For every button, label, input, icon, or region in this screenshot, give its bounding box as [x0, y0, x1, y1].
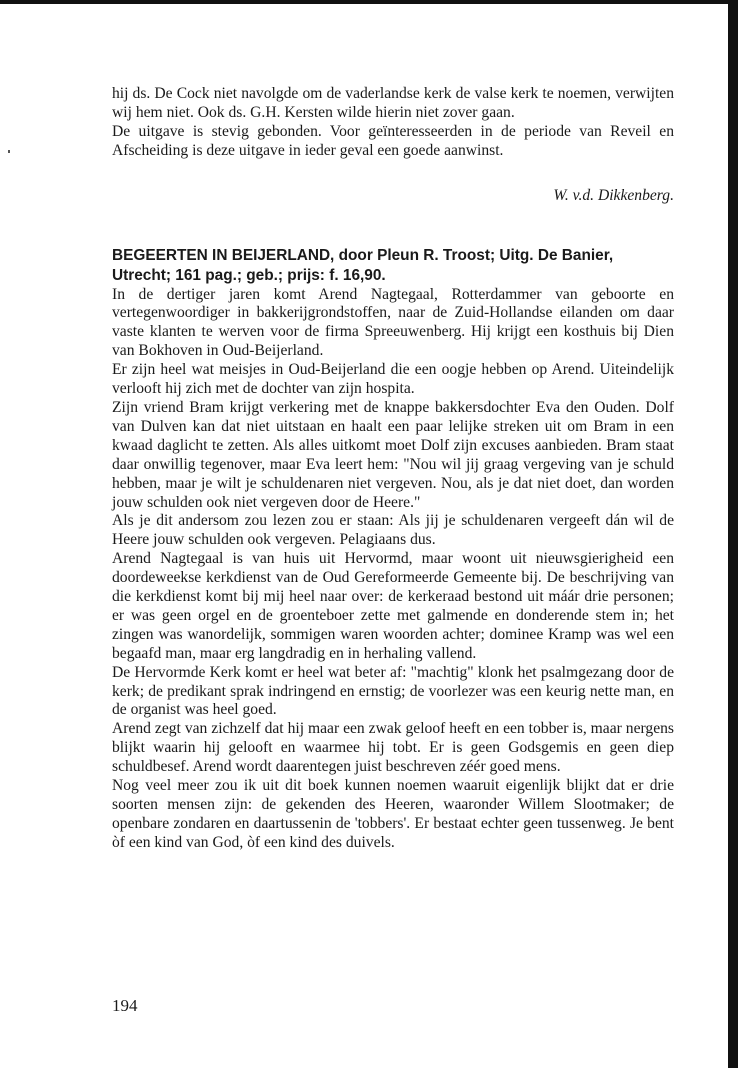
review1-paragraph-1: hij ds. De Cock niet navolgde om de vaderlandse kerk de valse kerk te noemen, verwijten wij hem niet. Ook ds. G.H. Kersten wilde hierin niet zover gaan. [112, 85, 674, 121]
review2-paragraph-8: Nog veel meer zou ik uit dit boek kunnen noemen waaruit eigenlijk blijkt dat er drie soorten mensen zijn: de gekenden des Heeren, waaronder Willem Slootmaker; de openbare zondaren en daartussenin de 'tobbers'. Er bestaat echter geen tussenweg. Je bent òf een kind van God, òf een kind des duivels. [112, 777, 674, 851]
scan-edge-right [728, 0, 738, 1068]
review2-paragraph-6: De Hervormde Kerk komt er heel wat beter af: "machtig" klonk het psalmgezang door de kerk; de predikant sprak indringend en ernstig; de voorlezer was een keurig nette man, en de organist was heel goed. [112, 663, 674, 719]
scan-edge-top [0, 0, 738, 4]
page-number: 194 [112, 996, 138, 1015]
page-content [112, 85, 674, 853]
book-heading: BEGEERTEN IN BEIJERLAND, door Pleun R. Troost; Uitg. De Banier, Utrecht; 161 pag.; geb.; prijs: f. 16,90. [112, 246, 614, 284]
reviewer-signature: W. v.d. Dikkenberg. [553, 186, 674, 204]
review2-paragraph-7: Arend zegt van zichzelf dat hij maar een zwak geloof heeft en een tobber is, maar nergens blijkt waarin hij gelooft en waarmee hij tobt. Er is geen Godsgemis en geen diep schuldbesef. Arend wordt daarentegen juist beschreven zéér goed mens. [112, 720, 674, 776]
review2-paragraph-3: Zijn vriend Bram krijgt verkering met de knappe bakkersdochter Eva den Ouden. Dolf van Dulven kan dat niet uitstaan en haalt een paar lelijke streken uit om Bram in een kwaad daglicht te zetten. Als alles uitkomt moet Dolf zijn excuses aanbieden. Bram staat daar onwillig tegenover, maar Eva leert hem: "Nou wil jij graag vergeving van je schuld hebben, maar je wilt je schuldenaren niet vergeven. Nou, als je dat niet doet, dan worden jouw schulden ook niet vergeven door de Heere." [112, 398, 674, 511]
review2-paragraph-5: Arend Nagtegaal is van huis uit Hervormd, maar woont uit nieuwsgierigheid een doordeweekse kerkdienst van de Oud Gereformeerde Gemeente bij. De beschrijving van die kerkdienst komt bij mij heel naar over: de kerkeraad bestond uit máár drie personen; er was geen orgel en de groenteboer zette met galmende en donderende stem in; het zingen was wanordelijk, sommigen waren woorden achter; dominee Kramp was wel een begaafd man, maar erg langdradig en in herhaling vallend. [112, 550, 674, 662]
review2-paragraph-2: Er zijn heel wat meisjes in Oud-Beijerland die een oogje hebben op Arend. Uiteindelijk verlooft hij zich met de dochter van zijn hospita. [112, 361, 674, 398]
review-dikkenberg [112, 85, 674, 206]
review2-paragraph-1: In de dertiger jaren komt Arend Nagtegaal, Rotterdammer van geboorte en vertegenwoordiger in bakkerijgrondstoffen, naar de Zuid-Hollandse eilanden om daar vaste klanten te werven voor de firma Spreeuwenberg. Hij krijgt een kosthuis bij Dien van Bokhoven in Oud-Beijerland. [112, 285, 674, 360]
review2-paragraph-4: Als je dit andersom zou lezen zou er staan: Als jij je schuldenaren vergeeft dán wil de Heere jouw schulden ook vergeven. Pelagiaans dus. [112, 512, 674, 549]
review-begeerten [112, 246, 674, 853]
margin-speck [8, 150, 10, 153]
review1-paragraph-2: De uitgave is stevig gebonden. Voor geïnteresseerden in de periode van Reveil en Afscheiding is deze uitgave in ieder geval een goede aanwinst. [112, 122, 674, 159]
